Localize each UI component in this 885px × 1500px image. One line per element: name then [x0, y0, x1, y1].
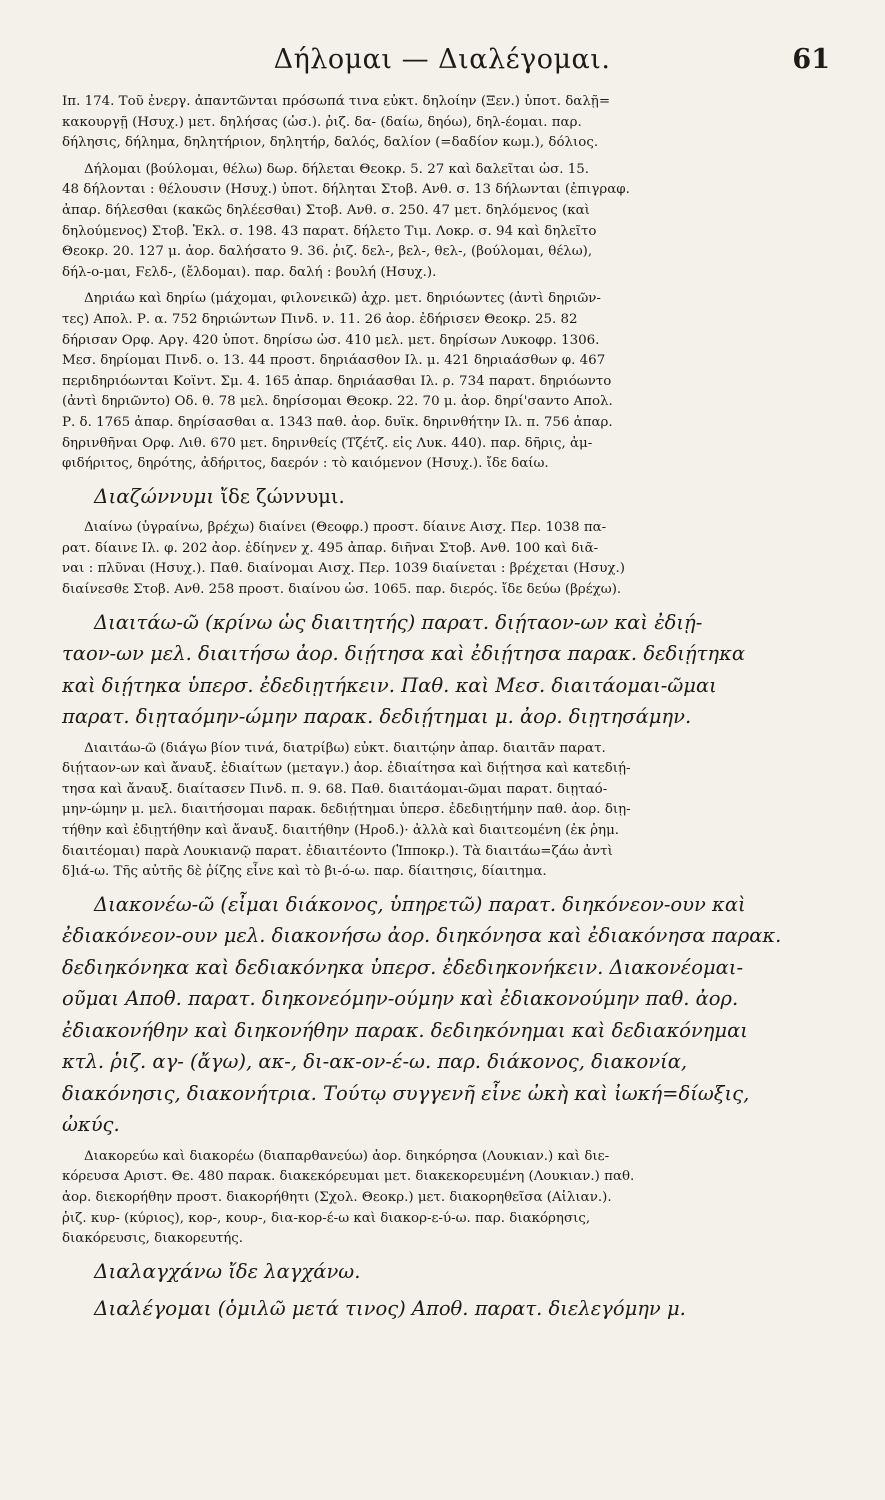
text-line: (ἀντὶ δηριῶντο) Οδ. θ. 78 μελ. δηρίσομαι Θεοκρ. 22. 70 μ. ἀορ. δηρί'σαντο Απολ. [62, 394, 613, 410]
entry-diaino [62, 518, 822, 600]
dictionary-page [62, 40, 830, 1480]
entry-diakoneo-handwritten [62, 889, 822, 1141]
text-line: τησα καὶ ἄναυξ. διαίτασεν Πινδ. π. 9. 68. Παθ. διαιτάομαι-ῶμαι παρατ. διῃταό- [62, 781, 608, 797]
text-line: Ιπ. 174. Τοῦ ἐνεργ. ἀπαντῶνται πρόσωπά τινα εὐκτ. δηλοίην (Ξεν.) ὑποτ. δαλῇ= [62, 94, 611, 109]
text-line: ἐδιακόνεον-ουν μελ. διακονήσω ἀορ. διηκόνησα καὶ ἐδιακόνησα παρακ. [62, 924, 782, 948]
text-line: Δήλομαι (βούλομαι, θέλω) δωρ. δήλεται Θεοκρ. 5. 27 καὶ δαλεῖται ὡσ. 15. [84, 161, 590, 177]
entry-dialegomai [62, 1293, 822, 1325]
headword: Διαλέγομαι [94, 1296, 212, 1321]
text-line: διαιτέομαι) παρὰ Λουκιανῷ παρατ. ἐδιαιτέοντο (Ἱπποκρ.). Τὰ διαιτάω=ζάω ἀντὶ [62, 843, 613, 859]
page-number: 61 [792, 44, 830, 75]
text-line: περιδηριόωνται Κοϊντ. Σμ. 4. 165 ἀπαρ. δηριάασθαι Ιλ. ρ. 734 παρατ. δηριόωντο [62, 373, 612, 389]
text-line: Θεοκρ. 20. 127 μ. ἀορ. δαλήσατο 9. 36. ῥιζ. δελ-, βελ-, θελ-, (βούλομαι, θέλω), [62, 244, 593, 260]
entry-intro [62, 92, 822, 154]
entry-diaitao [62, 739, 822, 883]
text-line: κόρευσα Αριστ. Θε. 480 παρακ. διακεκόρευμαι μετ. διακεκορευμένη (Λουκιαν.) παθ. [62, 1169, 635, 1185]
text-line: διῄταον-ων καὶ ἄναυξ. ἐδιαίτων (μεταγν.) ἀορ. ἐδιαίτησα καὶ διῄτησα καὶ κατεδιῄ- [62, 761, 631, 777]
entry-delomai [62, 160, 822, 284]
entry-diazonnymi [62, 481, 822, 513]
text-line: διαίνεσθε Στοβ. Ανθ. 258 προστ. διαίνου ὡσ. 1065. παρ. διερός. ἴδε δεύω (βρέχω). [62, 581, 622, 597]
text-line: δ]ιά-ω. Τῆς αὐτῆς δὲ ῥίζης εἶνε καὶ τὸ βι-ό-ω. παρ. δίαιτησις, δίαιτημα. [62, 864, 547, 880]
text-line: οῦμαι Αποθ. παρατ. διηκονεόμην-ούμην καὶ ἐδιακονούμην παθ. ἀορ. [62, 987, 739, 1011]
text-line: ρατ. δίαινε Ιλ. φ. 202 ἀορ. ἐδίηνεν χ. 495 ἀπαρ. διῆναι Στοβ. Ανθ. 100 καὶ διᾶ- [62, 540, 599, 556]
text-line: ἀπαρ. δήλεσθαι (κακῶς δηλέεσθαι) Στοβ. Ανθ. σ. 250. 47 μετ. δηλόμενος (καὶ [62, 202, 590, 218]
text-line: τες) Απολ. Ρ. α. 752 δηριώντων Πινδ. ν. 11. 26 ἀορ. ἐδήρισεν Θεοκρ. 25. 82 [62, 311, 578, 327]
definition: (ὁμιλῶ μετά τινος) Αποθ. παρατ. διελεγόμην μ. [217, 1297, 686, 1321]
page-header [62, 40, 830, 92]
cross-reference: ἴδε λαγχάνω. [228, 1259, 361, 1283]
text-line: Διακορεύω καὶ διακορέω (διαπαρθανεύω) ἀορ. διηκόρησα (Λουκιαν.) καὶ διε- [84, 1148, 610, 1164]
text-line: καὶ διῄτηκα ὑπερσ. ἐδεδιῃτήκειν. Παθ. καὶ Μεσ. διαιτάομαι-ῶμαι [62, 673, 717, 697]
text-line: τήθην καὶ ἐδιῃτήθην καὶ ἄναυξ. διαιτήθην (Ηροδ.)· ἀλλὰ καὶ διαιτεομένη (ἐκ ῥημ. [62, 822, 620, 838]
headword: Διαζώννυμι [94, 483, 215, 508]
entry-deriao [62, 289, 822, 474]
running-head: Δήλομαι — Διαλέγομαι. [273, 44, 611, 75]
text-line: Διακονέω-ῶ (εἶμαι διάκονος, ὑπηρετῶ) παρατ. διηκόνεον-ουν καὶ [94, 892, 746, 916]
text-line: Ρ. δ. 1765 ἀπαρ. δηρίσασθαι α. 1343 παθ. ἀορ. δυϊκ. δηρινθήτην Ιλ. π. 756 ἀπαρ. [62, 414, 613, 430]
text-line: Μεσ. δηρίομαι Πινδ. ο. 13. 44 προστ. δηριάασθον Ιλ. μ. 421 δηριαάσθων φ. 467 [62, 353, 606, 369]
text-line: δεδιηκόνηκα καὶ δεδιακόνηκα ὑπερσ. ἐδεδιηκονήκειν. Διακονέομαι- [62, 955, 744, 979]
text-line: ὠκύς. [62, 1113, 120, 1137]
text-line: δήλ-ο-μαι, Ϝελδ-, (ἔλδομαι). παρ. δαλή : βουλή (Ησυχ.). [62, 264, 437, 280]
text-line: κτλ. ῥιζ. αγ- (ἄγω), ακ-, δι-ακ-ον-έ-ω. παρ. διάκονος, διακονία, [62, 1050, 688, 1074]
cross-reference: ἴδε ζώννυμι. [220, 484, 345, 508]
text-line [62, 481, 822, 513]
text-line: παρατ. διῃταόμην-ώμην παρακ. δεδιῄτημαι μ. ἀορ. διῃτησάμην. [62, 705, 692, 729]
text-line: Διαιτάω-ῶ (κρίνω ὡς διαιτητής) παρατ. διῄταον-ων καὶ ἐδιῄ- [94, 610, 703, 634]
text-line: Δηριάω καὶ δηρίω (μάχομαι, φιλονεικῶ) ἀχρ. μετ. δηριόωντες (ἀντὶ δηριῶν- [84, 291, 601, 307]
text-line: ῥιζ. κυρ- (κύριος), κορ-, κουρ-, δια-κορ-έ-ω καὶ διακορ-ε-ύ-ω. παρ. διακόρησις, [62, 1210, 591, 1226]
text-line: ἐδιακονήθην καὶ διηκονήθην παρακ. δεδιηκόνημαι καὶ δεδιακόνημαι [62, 1018, 748, 1042]
text-line: 48 δήλονται : θέλουσιν (Ησυχ.) ὑποτ. δήληται Στοβ. Ανθ. σ. 13 δήλωνται (ἐπιγραφ. [62, 182, 630, 198]
text-line [62, 1293, 822, 1325]
text-line: Διαιτάω-ῶ (διάγω βίον τινά, διατρίβω) εὐκτ. διαιτῴην ἀπαρ. διαιτᾶν παρατ. [84, 740, 606, 756]
headword: Διαλαγχάνω [94, 1258, 223, 1283]
text-line: δηλούμενος) Στοβ. Ἐκλ. σ. 198. 43 παρατ. δήλετο Τιμ. Λοκρ. σ. 94 καὶ δηλεῖτο [62, 223, 597, 239]
text-line: διακόρευσις, διακορευτής. [62, 1231, 244, 1247]
text-line: ταον-ων μελ. διαιτήσω ἀορ. διῄτησα καὶ ἐδιῄτησα παρακ. δεδιῄτηκα [62, 642, 746, 666]
text-line: μην-ώμην μ. μελ. διαιτήσομαι παρακ. δεδιῄτημαι ὑπερσ. ἐδεδιῃτήμην παθ. ἀορ. διῃ- [62, 802, 631, 818]
text-line: δηρινθῆναι Ορφ. Λιθ. 670 μετ. δηρινθείς (Τζέτζ. εἰς Λυκ. 440). παρ. δῆρις, ἀμ- [62, 435, 593, 451]
text-line: κακουργῇ (Ησυχ.) μετ. δηλήσας (ὡσ.). ῥιζ. δα- (δαίω, δηόω), δηλ-έομαι. παρ. [62, 114, 582, 130]
text-line [62, 1256, 822, 1288]
text-line: δήρισαν Ορφ. Αργ. 420 ὑποτ. δηρίσω ὡσ. 410 μελ. μετ. δηρίσων Λυκοφρ. 1306. [62, 332, 600, 348]
text-line: ἀορ. διεκορήθην προστ. διακορήθητι (Σχολ. Θεοκρ.) μετ. διακορηθεῖσα (Αἰλιαν.). [62, 1189, 612, 1205]
entry-diaitao-handwritten [62, 607, 822, 733]
entry-dialanchano [62, 1256, 822, 1288]
text-line: δήλησις, δήλημα, δηλητήριον, δηλητήρ, δαλός, δαλίον (=δαδίον κωμ.), δόλιος. [62, 135, 599, 151]
entry-diakoreuo [62, 1147, 822, 1250]
text-line: ναι : πλῦναι (Ησυχ.). Παθ. διαίνομαι Αισχ. Περ. 1039 διαίνεται : βρέχεται (Ησυχ.) [62, 561, 625, 577]
text-line: φιδήριτος, δηρότης, ἀδήριτος, δαερόν : τὸ καιόμενον (Ησυχ.). ἴδε δαίω. [62, 456, 549, 472]
text-line: Διαίνω (ὑγραίνω, βρέχω) διαίνει (Θεοφρ.) προστ. δίαινε Αισχ. Περ. 1038 πα- [84, 520, 607, 536]
text-line: διακόνησις, διακονήτρια. Τούτῳ συγγενῆ εἶνε ὠκὴ καὶ ἰωκή=δίωξις, [62, 1081, 750, 1105]
